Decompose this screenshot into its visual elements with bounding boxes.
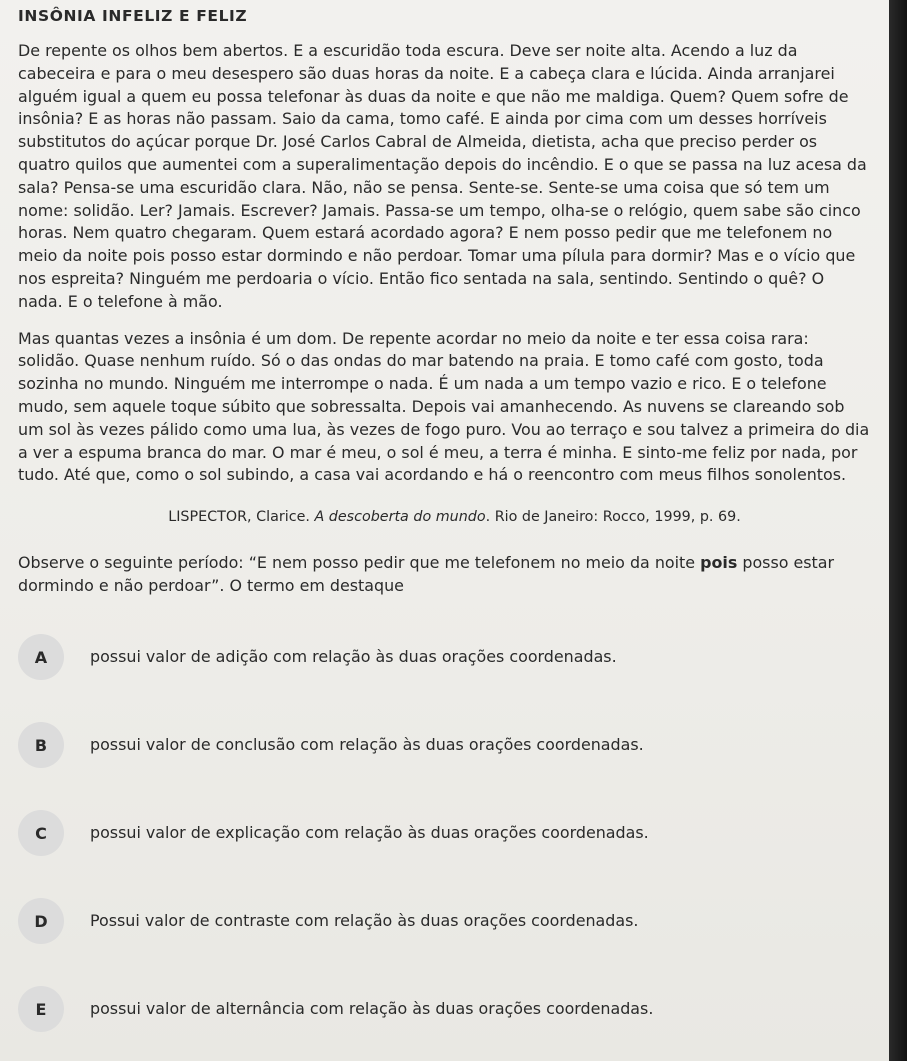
option-a-text: possui valor de adição com relação às duas orações coordenadas. bbox=[90, 647, 617, 667]
question-text-after: posso estar dormindo e não perdoar”. O termo em destaque bbox=[18, 553, 835, 596]
question-statement bbox=[18, 551, 871, 597]
option-a[interactable] bbox=[18, 633, 871, 681]
option-b-letter[interactable]: B bbox=[18, 722, 64, 768]
option-b-text: possui valor de conclusão com relação às duas orações coordenadas. bbox=[90, 735, 644, 755]
answer-options bbox=[18, 633, 871, 1033]
option-c[interactable] bbox=[18, 809, 871, 857]
option-e-text: possui valor de alternância com relação às duas orações coordenadas. bbox=[90, 999, 654, 1019]
text-paragraph-1: De repente os olhos bem abertos. E a escuridão toda escura. Deve ser noite alta. Acendo a luz da cabeceira e para o meu desespero são duas horas da noite. E a cabeça clara e lúcida. Ainda arranjarei alguém igual a quem eu possa telefonar às duas da noite e que não me maldiga. Quem? Quem sofre de insônia? E as horas não passam. Saio da cama, tomo café. E ainda por cima com um desses horríveis substitutos do açúcar porque Dr. José Carlos Cabral de Almeida, dietista, acha que preciso perder os quatro quilos que aumentei com a superalimentação depois do incêndio. E o que se passa na luz acesa da sala? Pensa-se uma escuridão clara. Não, não se pensa. Sente-se. Sente-se uma coisa que só tem um nome: solidão. Ler? Jamais. Escrever? Jamais. Passa-se um tempo, olha-se o relógio, quem sabe são cinco horas. Nem quatro chegaram. Quem estará acordado agora? E nem posso pedir que me telefonem no meio da noite pois posso estar dormindo e não perdoar. Tomar uma pílula para dormir? Mas e o vício que nos espreita? Ninguém me perdoaria o vício. Então fico sentada na sala, sentindo. Sentindo o quê? O nada. E o telefone à mão. bbox=[18, 41, 867, 311]
text-paragraph-2: Mas quantas vezes a insônia é um dom. De repente acordar no meio da noite e ter essa coisa rara: solidão. Quase nenhum ruído. Só o das ondas do mar batendo na praia. E tomo café com gosto, toda sozinha no mundo. Ninguém me interrompe o nada. É um nada a um tempo vazio e rico. E o telefone mudo, sem aquele toque súbito que sobressalta. Depois vai amanhecendo. As nuvens se clareando sob um sol às vezes pálido como uma lua, às vezes de fogo puro. Vou ao terraço e sou talvez a primeira do dia a ver a espuma branca do mar. O mar é meu, o sol é meu, a terra é minha. E sinto-me feliz por nada, por tudo. Até que, como o sol subindo, a casa vai acordando e há o reencontro com meus filhos sonolentos. bbox=[18, 328, 870, 485]
option-a-letter[interactable]: A bbox=[18, 634, 64, 680]
option-e-letter[interactable]: E bbox=[18, 986, 64, 1032]
option-c-text: possui valor de explicação com relação às duas orações coordenadas. bbox=[90, 823, 649, 843]
dark-background-edge bbox=[889, 0, 907, 1061]
text-title: INSÔNIA INFELIZ E FELIZ bbox=[18, 7, 248, 25]
option-d-letter[interactable]: D bbox=[18, 898, 64, 944]
reference-book-title: A descoberta do mundo bbox=[314, 509, 486, 526]
reference-publisher: . Rio de Janeiro: Rocco, 1999, p. 69. bbox=[485, 509, 741, 526]
option-e[interactable] bbox=[18, 985, 871, 1033]
option-d-text: Possui valor de contraste com relação às duas orações coordenadas. bbox=[90, 911, 639, 931]
reference bbox=[18, 507, 871, 527]
option-d[interactable] bbox=[18, 897, 871, 945]
option-b[interactable] bbox=[18, 721, 871, 769]
question-text-before: Observe o seguinte período: “E nem posso pedir que me telefonem no meio da noite bbox=[18, 553, 701, 573]
reference-author: LISPECTOR, Clarice. bbox=[168, 509, 315, 526]
option-c-letter[interactable]: C bbox=[18, 810, 64, 856]
question-highlight: pois bbox=[700, 553, 738, 573]
